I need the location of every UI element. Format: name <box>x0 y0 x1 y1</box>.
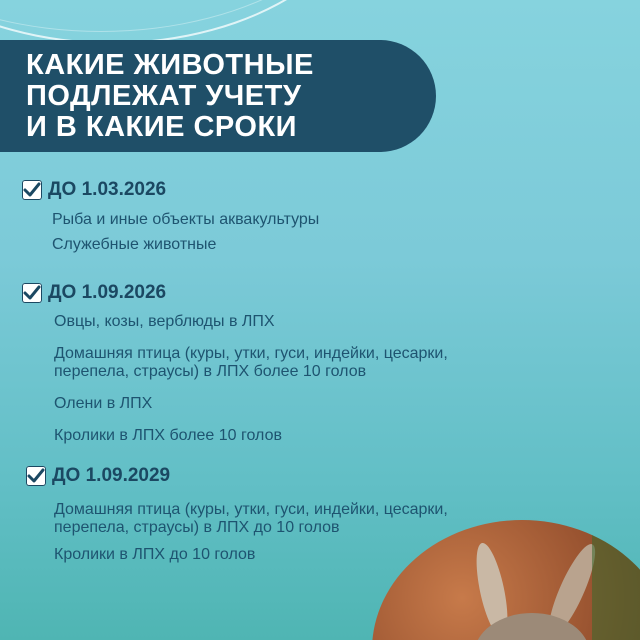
section-deadline-2 <box>22 282 166 304</box>
checkbox-check-icon <box>22 283 42 303</box>
page-title <box>26 50 426 143</box>
deadline-label: ДО 1.03.2026 <box>48 179 167 200</box>
checkbox-check-icon <box>26 466 46 486</box>
title-line-1: КАКИЕ ЖИВОТНЫЕ <box>26 49 314 81</box>
section-deadline-3 <box>26 465 170 487</box>
list-item: Служебные животные <box>52 236 217 253</box>
list-item: Рыба и иные объекты аквакультуры <box>52 211 320 228</box>
list-item: Овцы, козы, верблюды в ЛПХ <box>54 313 275 330</box>
rabbit-photo <box>372 520 640 640</box>
section-deadline-1 <box>22 179 166 201</box>
list-item: Олени в ЛПХ <box>54 395 153 412</box>
list-item: Домашняя птица (куры, утки, гуси, индейки, цесарки, <box>54 501 448 518</box>
deadline-label: ДО 1.09.2029 <box>52 465 171 486</box>
list-item: Кролики в ЛПХ более 10 голов <box>54 427 282 444</box>
deadline-label: ДО 1.09.2026 <box>48 282 167 303</box>
checkbox-check-icon <box>22 180 42 200</box>
list-item: перепела, страусы) в ЛПХ до 10 голов <box>54 519 340 536</box>
list-item: перепела, страусы) в ЛПХ более 10 голов <box>54 363 367 380</box>
title-line-3: И В КАКИЕ СРОКИ <box>26 111 297 143</box>
title-line-2: ПОДЛЕЖАТ УЧЕТУ <box>26 80 302 112</box>
list-item: Кролики в ЛПХ до 10 голов <box>54 546 256 563</box>
list-item: Домашняя птица (куры, утки, гуси, индейки, цесарки, <box>54 345 448 362</box>
